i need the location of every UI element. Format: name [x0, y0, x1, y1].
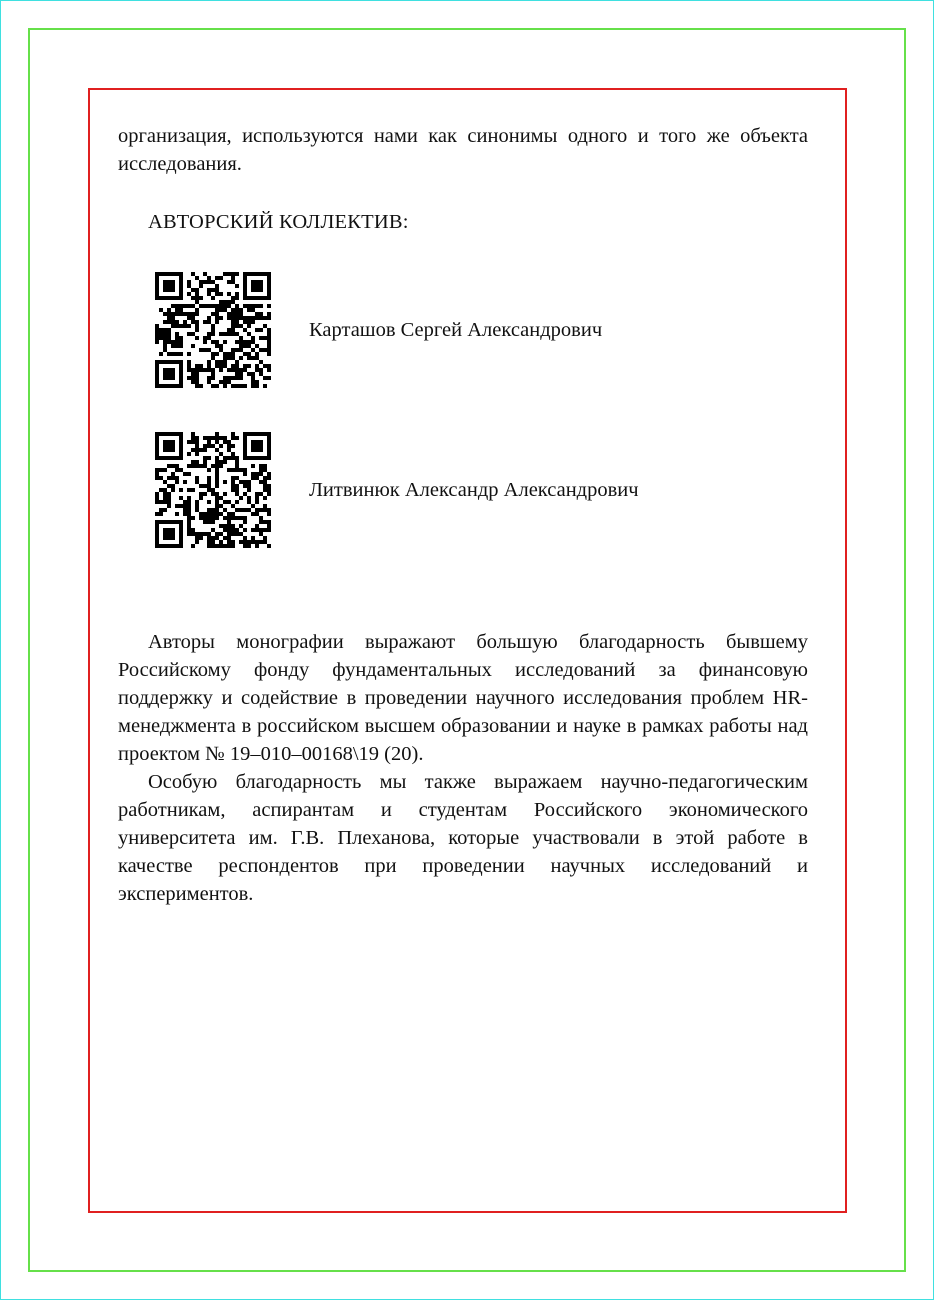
authors-heading: АВТОРСКИЙ КОЛЛЕКТИВ: [148, 211, 409, 233]
acknowledgements-section [118, 628, 808, 908]
author-entry [155, 432, 795, 548]
qr-code-icon[interactable] [155, 432, 271, 548]
acknowledgement-paragraph: Особую благодарность мы также выражаем научно-педагогическим работникам, аспирантам и студентам Российского экономического университета им. Г.В. Плеханова, которые участвовали в этой работе в качестве респондентов при проведении научных исследований и экспериментов. [118, 771, 808, 905]
author-entry [155, 272, 795, 388]
author-name: Карташов Сергей Александрович [309, 319, 603, 341]
intro-paragraph: организация, используются нами как синонимы одного и того же объекта исследования. [118, 125, 808, 175]
page-content [118, 122, 808, 236]
author-name: Литвинюк Александр Александрович [309, 479, 639, 501]
qr-code-icon[interactable] [155, 272, 271, 388]
acknowledgement-paragraph: Авторы монографии выражают большую благодарность бывшему Российскому фонду фундаментальных исследований за финансовую поддержку и содействие в проведении научного исследования проблем HR-менеджмента в российском высшем образовании и науке в рамках работы над проектом № 19–010–00168\19 (20). [118, 631, 808, 765]
